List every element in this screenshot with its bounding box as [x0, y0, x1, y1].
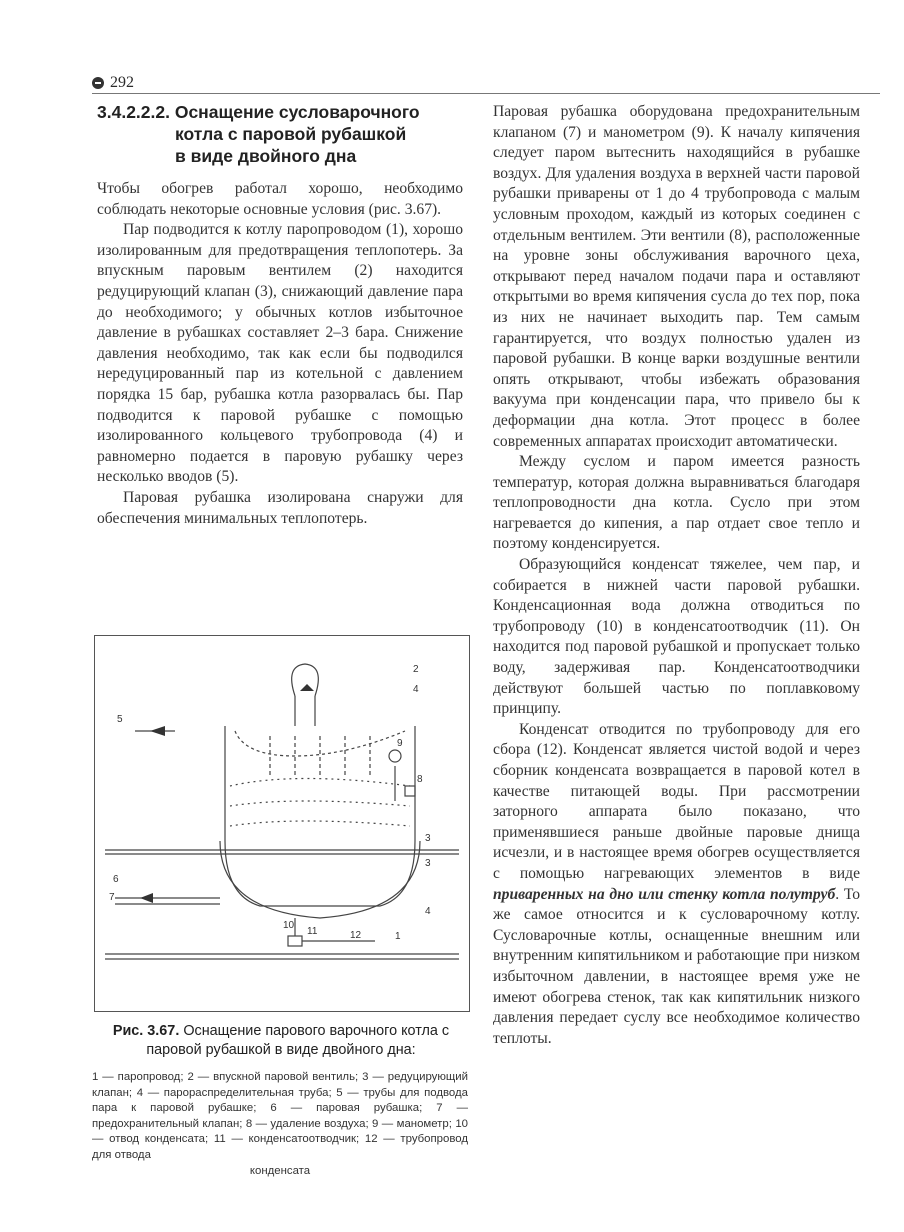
section-heading	[97, 101, 477, 167]
paragraph: Между суслом и паром имеется разность температур, которая должна выравниваться благодаря теплопроводности дна котла. Сусло при этом нагревается до кипения, а пар отдает свое тепло и поэтому конденсируется.	[493, 453, 860, 553]
paragraph: Чтобы обогрев работал хорошо, необходимо соблюдать некоторые основные условия (рис. 3.67).	[97, 180, 463, 218]
kettle-diagram	[95, 636, 469, 1011]
callout-5: 5	[117, 714, 123, 725]
paragraph-text: . То же самое относится и к сусловарочному котлу. Сусловарочные котлы, оснащенные внешним или внутренним кипятильником и работающие при низком избыточном давлении, в настоящее время уже не имеют обогрева стенок, так как кипятильник низкого давления передает суслу все необходимое количество теплоты.	[493, 885, 860, 1047]
callout-4: 4	[425, 906, 431, 917]
heading-line-2: котла с паровой рубашкой	[175, 124, 407, 144]
callout-11: 11	[307, 926, 318, 937]
header-rule	[92, 93, 880, 94]
callout-7: 7	[109, 892, 115, 903]
figure-diagram	[94, 635, 470, 1012]
callout-2: 2	[413, 664, 419, 675]
legend-text-last: конденсата	[249, 1164, 311, 1177]
callout-10: 10	[283, 920, 295, 931]
callout-8: 8	[417, 774, 423, 785]
figure-label: Рис. 3.67.	[112, 1023, 180, 1039]
figure-caption	[96, 1022, 466, 1060]
figure-caption-text: Оснащение парового варочного котла с паровой рубашкой в виде двойного дна:	[146, 1023, 450, 1058]
page-number-text: 292	[110, 74, 134, 91]
figure-legend	[92, 1070, 468, 1179]
callout-9: 9	[397, 738, 403, 749]
callout-12: 12	[350, 930, 362, 941]
page-marker-icon	[92, 77, 104, 89]
heading-line-1: 3.4.2.2.2. Оснащение сусловарочного	[97, 102, 420, 122]
page-number	[92, 74, 134, 92]
callout-1: 1	[395, 931, 401, 942]
callout-6: 6	[113, 874, 119, 885]
paragraph	[493, 720, 860, 1050]
emphasis-text: приваренных на дно или стенку котла полутруб	[493, 885, 836, 903]
left-column	[97, 179, 463, 529]
callout-3: 3	[425, 833, 431, 844]
right-column	[493, 102, 860, 1049]
paragraph: Образующийся конденсат тяжелее, чем пар, и собирается в нижней части паровой рубашки. Конденсационная вода должна отводиться по трубопроводу (10) в конденсатоотводчик (11). Он находится под паровой рубашкой и пропускает только воду, задерживая пар. Конденсатоотводчики действуют большей частью по поплавковому принципу.	[493, 556, 860, 718]
paragraph: Паровая рубашка оборудована предохранительным клапаном (7) и манометром (9). К началу кипячения следует паром вытеснить находящийся в рубашке воздух. Для удаления воздуха в верхней части паровой рубашки приварены от 1 до 4 трубопровода с малым условным проходом, каждый из которых соединен с отдельным вентилем. Эти вентили (8), расположенные на уровне зоны обслуживания варочного цеха, открывают перед началом подачи пара и оставляют открытыми во время кипячения сусла до тех пор, пока из них не начинает выходить пар. Тем самым гарантируется, что воздух полностью удален из паровой рубашки. В конце варки воздушные вентили опять открывают, чтобы избежать образования вакуума при конденсации пара, что привело бы к деформации дна котла. Этот процесс в более современных аппаратах происходит автоматически.	[493, 103, 860, 450]
callout-3: 3	[425, 858, 431, 869]
heading-line-3: в виде двойного дна	[175, 146, 357, 166]
paragraph-text: Конденсат отводится по трубопроводу для его сбора (12). Конденсат является чистой водой и через сборник конденсата возвращается в паровой котел в качестве питающей воды. При рассмотрении заторного аппарата было показано, что применявшиеся раньше двойные паровые днища исчезли, и в настоящее время обогрев осуществляется с помощью нагревающих элементов в виде	[493, 720, 860, 882]
callout-4: 4	[413, 684, 419, 695]
paragraph: Паровая рубашка изолирована снаружи для обеспечения минимальных теплопотерь.	[97, 488, 463, 527]
paragraph: Пар подводится к котлу паропроводом (1), хорошо изолированным для предотвращения теплопотерь. За впускным паровым вентилем (2) находится редуцирующий клапан (3), снижающий давление пара до необходимого; у обычных котлов избыточное давление в рубашках составляет 2–3 бара. Снижение давления необходимо, так как если бы подводился нередуцированный пар из котельной с давлением порядка 15 бар, рубашка котла разорвалась бы. Пар подводится к паровой рубашке с помощью изолированного кольцевого трубопровода (4) и равномерно подается в паровую рубашку через несколько вводов (5).	[97, 221, 463, 486]
legend-text: 1 — паропровод; 2 — впускной паровой вентиль; 3 — редуцирующий клапан; 4 — парораспределительная труба; 5 — трубы для подвода пара к паровой рубашке; 6 — паровая рубашка; 7 — предохранительный клапан; 8 — удаление воздуха; 9 — манометр; 10 — отвод конденсата; 11 — конденсатоотводчик; 12 — трубопровод для отвода	[92, 1071, 468, 1161]
